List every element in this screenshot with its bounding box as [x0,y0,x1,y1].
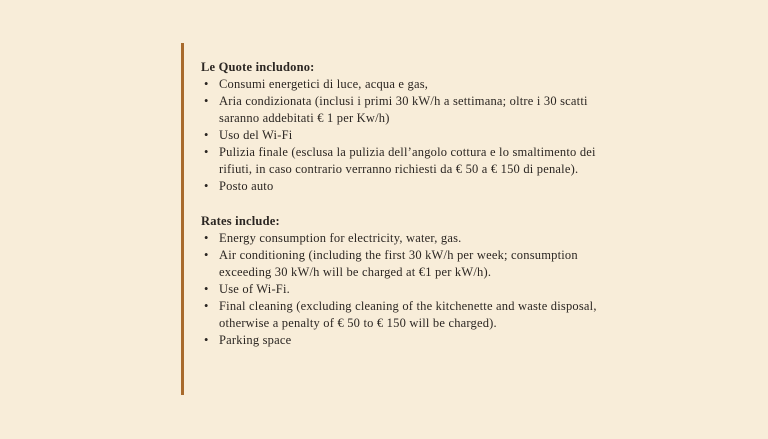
item-list [201,230,601,349]
list-item [201,298,601,332]
list-item-text: Parking space [219,333,292,347]
list-item-text: Consumi energetici di luce, acqua e gas, [219,77,429,91]
section-title: Rates include: [201,214,280,228]
list-item [201,230,601,247]
list-item [201,247,601,281]
bullet-icon: • [204,77,209,91]
bullet-icon: • [204,248,209,262]
section-english [201,213,601,349]
list-item [201,127,601,144]
list-item [201,93,601,127]
list-item-text: Energy consumption for electricity, water, gas. [219,231,462,245]
list-item-text: Use of Wi-Fi. [219,282,290,296]
list-item [201,178,601,195]
list-item-text: Air conditioning (including the first 30 kW/h per week; consumption exceeding 30 kW/h will be charged at €1 per kW/h). [219,248,578,279]
section-title: Le Quote includono: [201,60,315,74]
list-item-text: Aria condizionata (inclusi i primi 30 kW/h a settimana; oltre i 30 scatti saranno addebitati € 1 per Kw/h) [219,94,588,125]
list-item-text: Posto auto [219,179,274,193]
bullet-icon: • [204,333,209,347]
bullet-icon: • [204,231,209,245]
list-item-text: Uso del Wi-Fi [219,128,293,142]
bullet-icon: • [204,282,209,296]
list-item [201,332,601,349]
bullet-icon: • [204,145,209,159]
bullet-icon: • [204,179,209,193]
list-item [201,144,601,178]
list-item [201,76,601,93]
section-italian [201,59,601,195]
rates-info-block [181,43,601,395]
bullet-icon: • [204,128,209,142]
list-item-text: Pulizia finale (esclusa la pulizia dell’angolo cottura e lo smaltimento dei rifiuti, in caso contrario verranno richiesti da € 50 a € 150 di penale). [219,145,596,176]
bullet-icon: • [204,299,209,313]
list-item-text: Final cleaning (excluding cleaning of the kitchenette and waste disposal, otherwise a penalty of € 50 to € 150 will be charged). [219,299,597,330]
list-item [201,281,601,298]
item-list [201,76,601,195]
bullet-icon: • [204,94,209,108]
